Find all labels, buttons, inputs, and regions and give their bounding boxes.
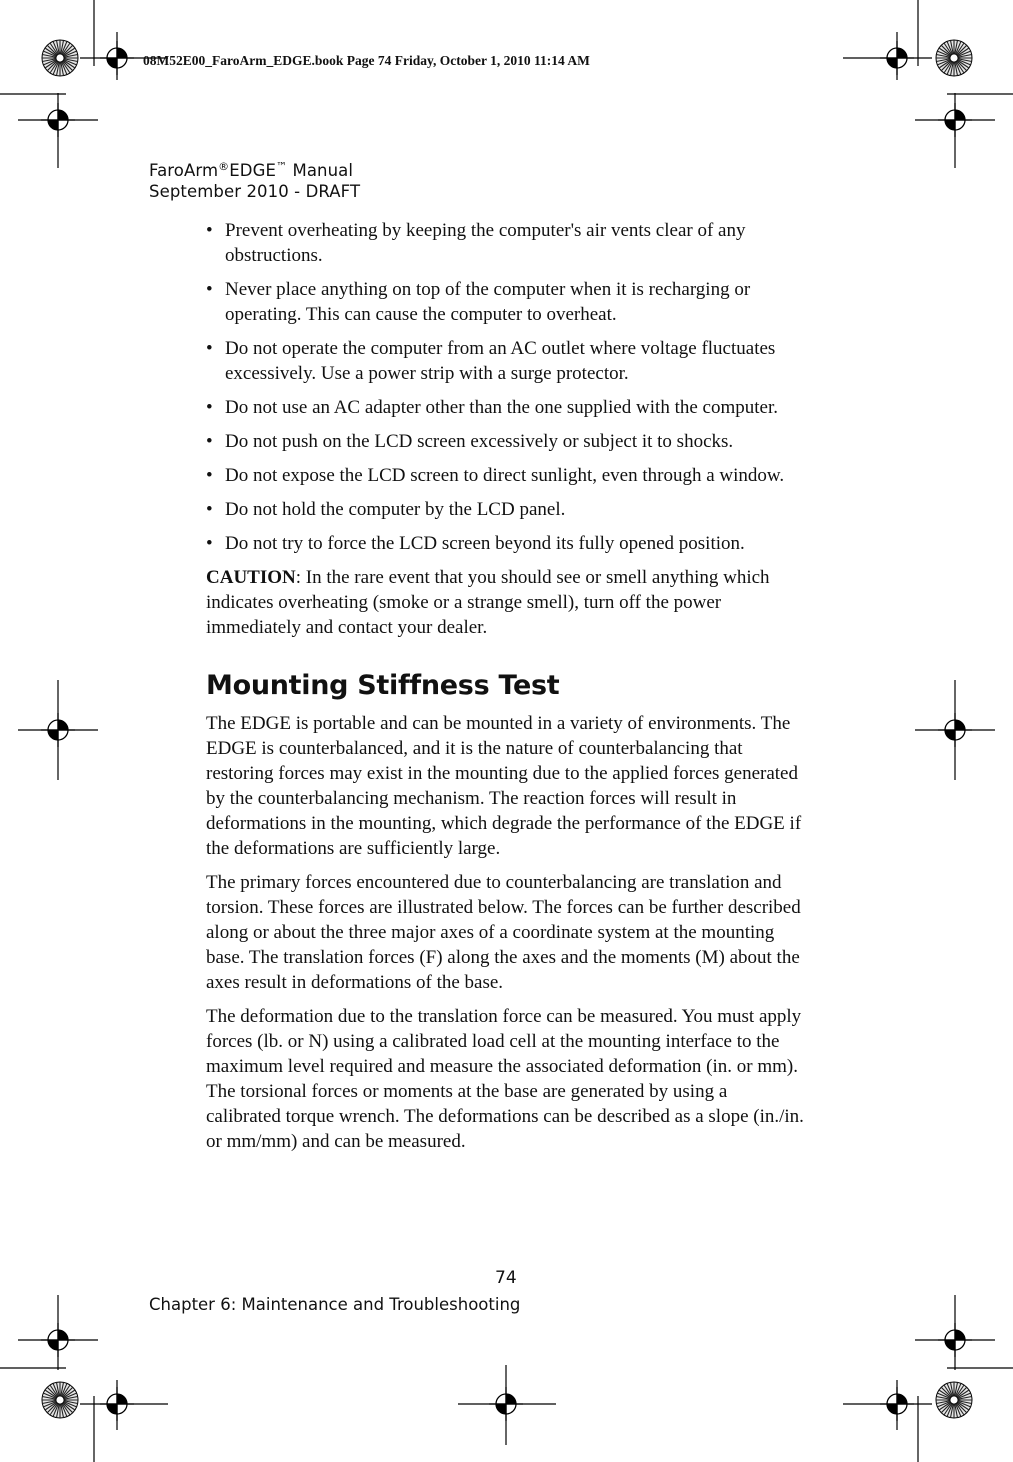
running-header bbox=[149, 160, 360, 202]
page-body bbox=[206, 218, 806, 1163]
title-faroarm: FaroArm bbox=[149, 161, 219, 180]
list-item-text: Do not hold the computer by the LCD panel. bbox=[225, 499, 566, 520]
manual-date: September 2010 - DRAFT bbox=[149, 182, 361, 201]
page-number: 74 bbox=[495, 1268, 517, 1288]
list-item-text: Do not use an AC adapter other than the one supplied with the computer. bbox=[225, 397, 778, 418]
list-item-text: Never place anything on top of the computer when it is recharging or operating. This can cause the computer to overheat. bbox=[225, 279, 751, 325]
body-paragraph: The primary forces encountered due to counterbalancing are translation and torsion. These forces are illustrated below. The forces can be further described along or about the three major axes of a coordinate system at the mounting base. The translation forces (F) along the axes and the moments (M) about the axes result in deformations of the base. bbox=[206, 872, 801, 993]
bullet-icon: • bbox=[206, 499, 213, 520]
bullet-icon: • bbox=[206, 220, 213, 241]
bullet-icon: • bbox=[206, 465, 213, 486]
title-edge: EDGE bbox=[229, 161, 277, 180]
body-paragraph: The EDGE is portable and can be mounted in a variety of environments. The EDGE is counterbalanced, and it is the nature of counterbalancing that restoring forces may exist in the mounting due to the applied forces generated by the counterbalancing mechanism. The reaction forces will result in deformations in the mounting, which degrade the performance of the EDGE if the deformations are sufficiently large. bbox=[206, 713, 802, 859]
manual-title bbox=[149, 160, 360, 181]
caution-text: : In the rare event that you should see or smell anything which indicates overheating (smoke or a strange smell), turn off the power immediately and contact your dealer. bbox=[206, 567, 770, 638]
bullet-icon: • bbox=[206, 279, 213, 300]
list-item-text: Prevent overheating by keeping the computer's air vents clear of any obstructions. bbox=[225, 220, 746, 266]
section-heading: Mounting Stiffness Test bbox=[206, 670, 560, 701]
list-item bbox=[206, 497, 806, 522]
title-manual: Manual bbox=[287, 161, 354, 180]
bullet-icon: • bbox=[206, 338, 213, 359]
list-item bbox=[206, 336, 806, 386]
body-paragraph: The deformation due to the translation force can be measured. You must apply forces (lb. or N) using a calibrated load cell at the mounting interface to the maximum level required and measure the associated deformation (in. or mm). The torsional forces or moments at the base are generated by using a calibrated torque wrench. The deformations can be described as a slope (in./in. or mm/mm) and can be measured. bbox=[206, 1006, 804, 1152]
list-item bbox=[206, 429, 806, 454]
list-item bbox=[206, 463, 806, 488]
list-item-text: Do not operate the computer from an AC outlet where voltage fluctuates excessively. Use a power strip with a surge protector. bbox=[225, 338, 776, 384]
list-item bbox=[206, 218, 806, 268]
caution-note bbox=[206, 565, 806, 640]
bullet-icon: • bbox=[206, 397, 213, 418]
precautions-list bbox=[206, 218, 806, 556]
list-item bbox=[206, 395, 806, 420]
list-item bbox=[206, 277, 806, 327]
chapter-footer: Chapter 6: Maintenance and Troubleshooting bbox=[149, 1295, 521, 1314]
caution-label: CAUTION bbox=[206, 567, 296, 588]
trademark-mark: ™ bbox=[276, 160, 288, 173]
list-item-text: Do not try to force the LCD screen beyond its fully opened position. bbox=[225, 533, 745, 554]
list-item-text: Do not expose the LCD screen to direct sunlight, even through a window. bbox=[225, 465, 785, 486]
registered-mark: ® bbox=[218, 160, 230, 173]
list-item bbox=[206, 531, 806, 556]
bullet-icon: • bbox=[206, 533, 213, 554]
print-slug: 08M52E00_FaroArm_EDGE.book Page 74 Friday, October 1, 2010 11:14 AM bbox=[143, 53, 590, 68]
bullet-icon: • bbox=[206, 431, 213, 452]
list-item-text: Do not push on the LCD screen excessively or subject it to shocks. bbox=[225, 431, 734, 452]
